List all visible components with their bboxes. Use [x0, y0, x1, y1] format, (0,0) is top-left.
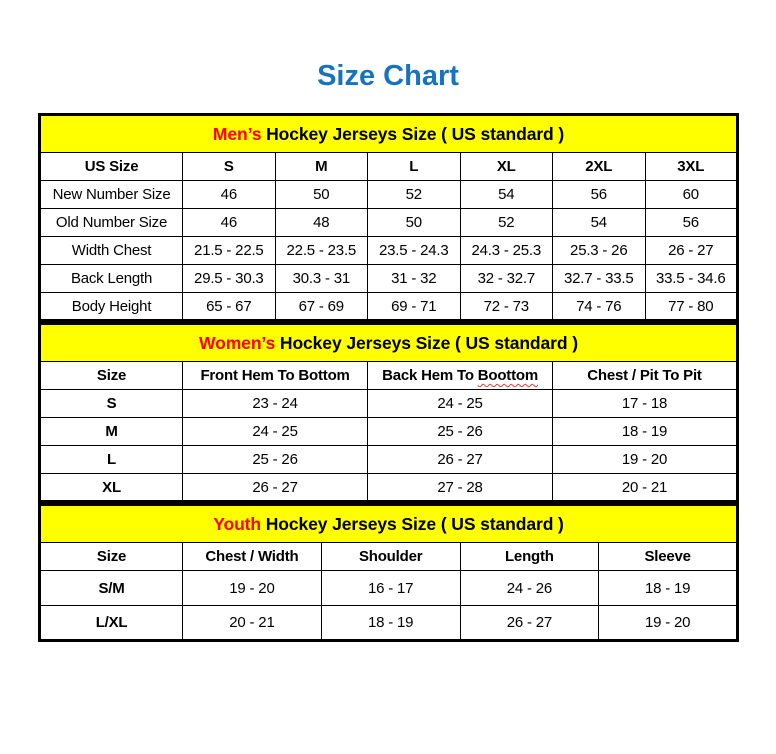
mens-cell: 54 — [460, 181, 552, 209]
mens-cell: 50 — [275, 181, 367, 209]
womens-cell: 18 - 19 — [553, 418, 738, 446]
mens-cell: 21.5 - 22.5 — [183, 237, 275, 265]
mens-cell: 69 - 71 — [368, 293, 460, 321]
mens-cell: 56 — [645, 209, 738, 237]
mens-cell: 22.5 - 23.5 — [275, 237, 367, 265]
youth-column-header: Shoulder — [321, 543, 460, 571]
womens-cell: 25 - 26 — [368, 418, 553, 446]
youth-cell: 19 - 20 — [183, 571, 322, 606]
mens-cell: 74 - 76 — [553, 293, 645, 321]
youth-cell: 18 - 19 — [321, 606, 460, 641]
womens-table-row — [40, 418, 738, 446]
size-tables — [38, 113, 739, 642]
mens-heading-rest: Hockey Jerseys Size ( US standard ) — [261, 123, 565, 144]
mens-cell: 23.5 - 24.3 — [368, 237, 460, 265]
youth-heading-rest: Hockey Jerseys Size ( US standard ) — [260, 513, 564, 534]
mens-cell: 52 — [368, 181, 460, 209]
mens-column-header: US Size — [40, 153, 183, 181]
womens-heading-highlight: Women’s — [199, 332, 276, 353]
womens-column-header: Back Hem To Boottom — [368, 362, 553, 390]
youth-cell: 26 - 27 — [460, 606, 599, 641]
youth-column-header: Length — [460, 543, 599, 571]
womens-row-label: XL — [40, 474, 183, 502]
mens-cell: 29.5 - 30.3 — [183, 265, 275, 293]
mens-cell: 30.3 - 31 — [275, 265, 367, 293]
page-title: Size Chart — [317, 60, 459, 92]
mens-column-header: L — [368, 153, 460, 181]
youth-heading-highlight: Youth — [213, 513, 261, 534]
youth-column-header: Size — [40, 543, 183, 571]
mens-table-row — [40, 237, 738, 265]
womens-table-row — [40, 390, 738, 418]
womens-cell: 19 - 20 — [553, 446, 738, 474]
mens-cell: 46 — [183, 181, 275, 209]
youth-table-row — [40, 571, 738, 606]
womens-table-row — [40, 446, 738, 474]
mens-cell: 48 — [275, 209, 367, 237]
mens-cell: 46 — [183, 209, 275, 237]
mens-row-label: Width Chest — [40, 237, 183, 265]
mens-cell: 60 — [645, 181, 738, 209]
mens-table-row — [40, 293, 738, 321]
mens-cell: 31 - 32 — [368, 265, 460, 293]
mens-cell: 77 - 80 — [645, 293, 738, 321]
womens-cell: 27 - 28 — [368, 474, 553, 502]
womens-cell: 17 - 18 — [553, 390, 738, 418]
mens-column-header: 2XL — [553, 153, 645, 181]
mens-cell: 67 - 69 — [275, 293, 367, 321]
mens-row-label: New Number Size — [40, 181, 183, 209]
womens-row-label: L — [40, 446, 183, 474]
mens-table-row — [40, 265, 738, 293]
youth-cell: 24 - 26 — [460, 571, 599, 606]
mens-column-header: M — [275, 153, 367, 181]
womens-cell: 26 - 27 — [368, 446, 553, 474]
mens-cell: 32.7 - 33.5 — [553, 265, 645, 293]
womens-size-table — [38, 322, 739, 503]
youth-column-header: Sleeve — [599, 543, 738, 571]
womens-cell: 25 - 26 — [183, 446, 368, 474]
womens-cell: 23 - 24 — [183, 390, 368, 418]
mens-column-header: 3XL — [645, 153, 738, 181]
womens-cell: 26 - 27 — [183, 474, 368, 502]
youth-size-table — [38, 503, 739, 642]
mens-cell: 24.3 - 25.3 — [460, 237, 552, 265]
mens-column-header: XL — [460, 153, 552, 181]
mens-row-label: Body Height — [40, 293, 183, 321]
mens-cell: 25.3 - 26 — [553, 237, 645, 265]
womens-section-heading — [40, 324, 738, 362]
mens-row-label: Old Number Size — [40, 209, 183, 237]
youth-row-label: S/M — [40, 571, 183, 606]
mens-cell: 65 - 67 — [183, 293, 275, 321]
mens-table-row — [40, 181, 738, 209]
mens-cell: 72 - 73 — [460, 293, 552, 321]
youth-table-row — [40, 606, 738, 641]
mens-cell: 50 — [368, 209, 460, 237]
mens-heading-highlight: Men’s — [212, 123, 262, 144]
misspelled-word: Boottom — [477, 367, 538, 384]
womens-column-header: Front Hem To Bottom — [183, 362, 368, 390]
womens-cell: 24 - 25 — [183, 418, 368, 446]
youth-column-header: Chest / Width — [183, 543, 322, 571]
womens-table-row — [40, 474, 738, 502]
mens-row-label: Back Length — [40, 265, 183, 293]
youth-cell: 18 - 19 — [599, 571, 738, 606]
mens-section-heading — [40, 115, 738, 153]
mens-column-header: S — [183, 153, 275, 181]
youth-cell: 16 - 17 — [321, 571, 460, 606]
womens-cell: 24 - 25 — [368, 390, 553, 418]
mens-size-table — [38, 113, 739, 322]
womens-column-header: Size — [40, 362, 183, 390]
womens-row-label: M — [40, 418, 183, 446]
mens-cell: 54 — [553, 209, 645, 237]
mens-table-row — [40, 209, 738, 237]
womens-heading-rest: Hockey Jerseys Size ( US standard ) — [275, 332, 578, 353]
mens-cell: 33.5 - 34.6 — [645, 265, 738, 293]
womens-row-label: S — [40, 390, 183, 418]
womens-cell: 20 - 21 — [553, 474, 738, 502]
youth-cell: 19 - 20 — [599, 606, 738, 641]
mens-cell: 52 — [460, 209, 552, 237]
youth-cell: 20 - 21 — [183, 606, 322, 641]
mens-cell: 32 - 32.7 — [460, 265, 552, 293]
mens-cell: 26 - 27 — [645, 237, 738, 265]
womens-column-header: Chest / Pit To Pit — [553, 362, 738, 390]
youth-section-heading — [40, 505, 738, 543]
mens-cell: 56 — [553, 181, 645, 209]
youth-row-label: L/XL — [40, 606, 183, 641]
